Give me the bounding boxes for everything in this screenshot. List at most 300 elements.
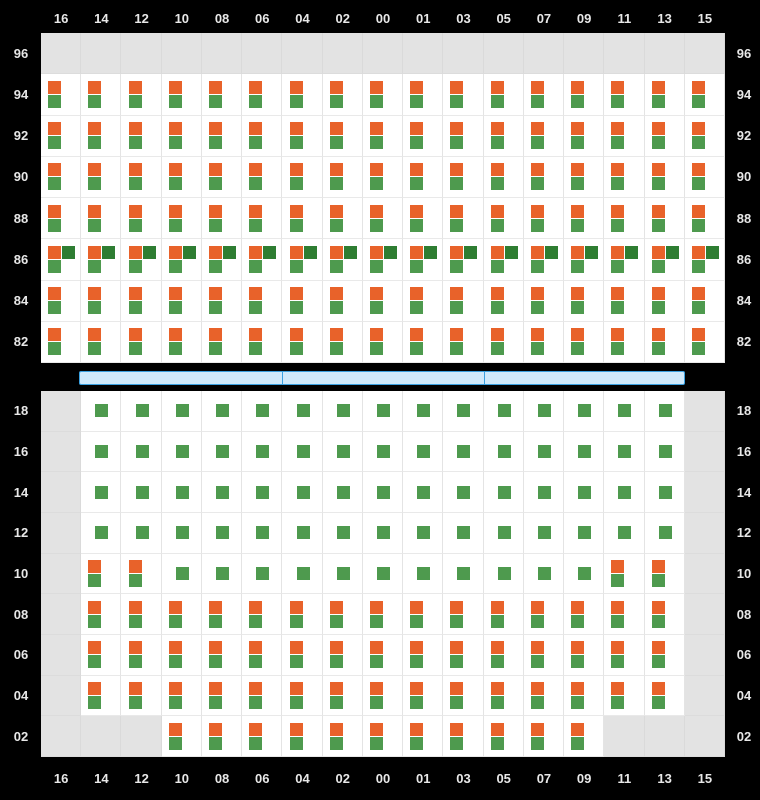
grid-cell[interactable] <box>524 157 564 198</box>
lower-grid[interactable] <box>41 391 725 757</box>
marker-orange[interactable] <box>611 601 624 614</box>
marker-green[interactable] <box>297 404 310 417</box>
marker-orange[interactable] <box>330 287 343 300</box>
marker-orange[interactable] <box>48 287 61 300</box>
grid-cell[interactable] <box>121 157 161 198</box>
marker-orange[interactable] <box>330 81 343 94</box>
grid-cell[interactable] <box>524 594 564 635</box>
grid-cell[interactable] <box>323 322 363 363</box>
marker-green[interactable] <box>48 136 61 149</box>
marker-green[interactable] <box>48 177 61 190</box>
marker-orange[interactable] <box>491 205 504 218</box>
marker-green[interactable] <box>169 615 182 628</box>
marker-green[interactable] <box>531 342 544 355</box>
grid-cell[interactable] <box>403 116 443 157</box>
grid-cell[interactable] <box>564 322 604 363</box>
grid-cell[interactable] <box>443 322 483 363</box>
marker-orange[interactable] <box>290 163 303 176</box>
marker-orange[interactable] <box>652 205 665 218</box>
marker-orange[interactable] <box>692 205 705 218</box>
grid-cell[interactable] <box>564 594 604 635</box>
marker-green[interactable] <box>88 696 101 709</box>
marker-green[interactable] <box>95 445 108 458</box>
grid-cell[interactable] <box>524 239 564 280</box>
grid-cell[interactable] <box>443 198 483 239</box>
grid-cell[interactable] <box>484 472 524 513</box>
marker-green[interactable] <box>330 655 343 668</box>
marker-orange[interactable] <box>571 287 584 300</box>
grid-cell[interactable] <box>443 635 483 676</box>
marker-green[interactable] <box>377 567 390 580</box>
marker-green[interactable] <box>498 404 511 417</box>
marker-green[interactable] <box>88 574 101 587</box>
grid-cell[interactable] <box>564 198 604 239</box>
marker-orange[interactable] <box>48 81 61 94</box>
grid-cell[interactable] <box>363 391 403 432</box>
marker-green[interactable] <box>692 219 705 232</box>
marker-orange[interactable] <box>491 682 504 695</box>
marker-green[interactable] <box>330 95 343 108</box>
marker-orange[interactable] <box>169 723 182 736</box>
marker-orange[interactable] <box>531 81 544 94</box>
grid-cell[interactable] <box>564 513 604 554</box>
marker-orange[interactable] <box>370 723 383 736</box>
marker-orange[interactable] <box>652 81 665 94</box>
marker-orange[interactable] <box>88 287 101 300</box>
marker-green[interactable] <box>337 404 350 417</box>
marker-green[interactable] <box>330 260 343 273</box>
marker-orange[interactable] <box>531 205 544 218</box>
marker-green[interactable] <box>129 177 142 190</box>
marker-green[interactable] <box>498 567 511 580</box>
marker-green[interactable] <box>297 486 310 499</box>
marker-green[interactable] <box>209 696 222 709</box>
marker-green[interactable] <box>652 219 665 232</box>
grid-cell[interactable] <box>162 716 202 757</box>
grid-cell[interactable] <box>121 74 161 115</box>
grid-cell[interactable] <box>403 432 443 473</box>
grid-cell[interactable] <box>81 472 121 513</box>
marker-green[interactable] <box>169 301 182 314</box>
marker-green[interactable] <box>216 445 229 458</box>
marker-orange[interactable] <box>370 81 383 94</box>
grid-cell[interactable] <box>443 239 483 280</box>
marker-green[interactable] <box>571 260 584 273</box>
marker-green[interactable] <box>531 696 544 709</box>
marker-orange[interactable] <box>410 641 423 654</box>
grid-cell[interactable] <box>202 716 242 757</box>
marker-green[interactable] <box>169 342 182 355</box>
marker-orange[interactable] <box>209 205 222 218</box>
marker-green[interactable] <box>48 301 61 314</box>
marker-green[interactable] <box>571 177 584 190</box>
marker-green[interactable] <box>249 177 262 190</box>
grid-cell[interactable] <box>484 716 524 757</box>
marker-green[interactable] <box>659 445 672 458</box>
grid-cell[interactable] <box>121 116 161 157</box>
marker-orange[interactable] <box>692 163 705 176</box>
marker-green[interactable] <box>611 574 624 587</box>
marker-green[interactable] <box>297 567 310 580</box>
marker-green[interactable] <box>290 136 303 149</box>
marker-orange[interactable] <box>129 682 142 695</box>
marker-orange[interactable] <box>652 682 665 695</box>
grid-cell[interactable] <box>524 322 564 363</box>
marker-orange[interactable] <box>370 328 383 341</box>
grid-cell[interactable] <box>564 716 604 757</box>
marker-green[interactable] <box>618 404 631 417</box>
marker-green[interactable] <box>571 342 584 355</box>
marker-orange[interactable] <box>410 205 423 218</box>
marker-green[interactable] <box>652 136 665 149</box>
marker-green[interactable] <box>377 526 390 539</box>
marker-dark-green[interactable] <box>183 246 196 259</box>
marker-dark-green[interactable] <box>505 246 518 259</box>
grid-cell[interactable] <box>323 716 363 757</box>
grid-cell[interactable] <box>524 74 564 115</box>
marker-orange[interactable] <box>450 163 463 176</box>
grid-cell[interactable] <box>363 239 403 280</box>
grid-cell[interactable] <box>242 322 282 363</box>
marker-green[interactable] <box>88 655 101 668</box>
marker-green[interactable] <box>330 136 343 149</box>
marker-green[interactable] <box>692 177 705 190</box>
marker-green[interactable] <box>48 342 61 355</box>
marker-orange[interactable] <box>692 287 705 300</box>
grid-cell[interactable] <box>202 676 242 717</box>
marker-dark-green[interactable] <box>143 246 156 259</box>
marker-orange[interactable] <box>450 328 463 341</box>
grid-cell[interactable] <box>564 74 604 115</box>
grid-cell[interactable] <box>524 554 564 595</box>
grid-cell[interactable] <box>121 472 161 513</box>
grid-cell[interactable] <box>81 554 121 595</box>
grid-cell[interactable] <box>282 594 322 635</box>
grid-cell[interactable] <box>121 239 161 280</box>
marker-green[interactable] <box>652 615 665 628</box>
grid-cell[interactable] <box>162 322 202 363</box>
grid-cell[interactable] <box>484 594 524 635</box>
marker-green[interactable] <box>249 615 262 628</box>
marker-orange[interactable] <box>571 723 584 736</box>
marker-green[interactable] <box>48 260 61 273</box>
marker-orange[interactable] <box>491 246 504 259</box>
marker-green[interactable] <box>290 177 303 190</box>
marker-green[interactable] <box>370 737 383 750</box>
marker-green[interactable] <box>129 342 142 355</box>
marker-dark-green[interactable] <box>102 246 115 259</box>
marker-green[interactable] <box>491 219 504 232</box>
marker-green[interactable] <box>176 526 189 539</box>
marker-green[interactable] <box>290 737 303 750</box>
marker-green[interactable] <box>498 526 511 539</box>
marker-green[interactable] <box>370 95 383 108</box>
marker-green[interactable] <box>652 342 665 355</box>
marker-green[interactable] <box>95 526 108 539</box>
grid-cell[interactable] <box>323 472 363 513</box>
marker-green[interactable] <box>169 177 182 190</box>
grid-cell[interactable] <box>363 281 403 322</box>
grid-cell[interactable] <box>604 432 644 473</box>
grid-cell[interactable] <box>282 513 322 554</box>
marker-green[interactable] <box>531 301 544 314</box>
grid-cell[interactable] <box>202 391 242 432</box>
marker-green[interactable] <box>169 95 182 108</box>
marker-green[interactable] <box>491 615 504 628</box>
grid-cell[interactable] <box>564 554 604 595</box>
grid-cell[interactable] <box>484 554 524 595</box>
grid-cell[interactable] <box>604 239 644 280</box>
marker-green[interactable] <box>256 567 269 580</box>
marker-green[interactable] <box>611 655 624 668</box>
marker-orange[interactable] <box>370 682 383 695</box>
marker-green[interactable] <box>450 136 463 149</box>
grid-cell[interactable] <box>484 676 524 717</box>
marker-green[interactable] <box>330 177 343 190</box>
marker-orange[interactable] <box>290 81 303 94</box>
marker-dark-green[interactable] <box>666 246 679 259</box>
grid-cell[interactable] <box>645 594 685 635</box>
grid-cell[interactable] <box>242 74 282 115</box>
marker-green[interactable] <box>450 737 463 750</box>
grid-cell[interactable] <box>121 513 161 554</box>
grid-cell[interactable] <box>524 198 564 239</box>
marker-orange[interactable] <box>692 81 705 94</box>
marker-orange[interactable] <box>491 723 504 736</box>
grid-cell[interactable] <box>323 554 363 595</box>
grid-cell[interactable] <box>484 239 524 280</box>
grid-cell[interactable] <box>685 322 725 363</box>
grid-cell[interactable] <box>323 391 363 432</box>
grid-cell[interactable] <box>443 391 483 432</box>
grid-cell[interactable] <box>564 635 604 676</box>
marker-green[interactable] <box>450 301 463 314</box>
grid-cell[interactable] <box>162 281 202 322</box>
marker-dark-green[interactable] <box>625 246 638 259</box>
marker-orange[interactable] <box>531 723 544 736</box>
grid-cell[interactable] <box>282 322 322 363</box>
marker-orange[interactable] <box>571 328 584 341</box>
marker-green[interactable] <box>330 301 343 314</box>
marker-orange[interactable] <box>209 328 222 341</box>
marker-orange[interactable] <box>290 328 303 341</box>
marker-green[interactable] <box>129 301 142 314</box>
grid-cell[interactable] <box>282 239 322 280</box>
marker-orange[interactable] <box>450 641 463 654</box>
marker-orange[interactable] <box>370 163 383 176</box>
grid-cell[interactable] <box>484 322 524 363</box>
grid-cell[interactable] <box>403 281 443 322</box>
grid-cell[interactable] <box>282 281 322 322</box>
marker-green[interactable] <box>256 404 269 417</box>
grid-cell[interactable] <box>121 554 161 595</box>
marker-orange[interactable] <box>652 560 665 573</box>
marker-green[interactable] <box>659 486 672 499</box>
marker-green[interactable] <box>249 95 262 108</box>
marker-green[interactable] <box>169 260 182 273</box>
grid-cell[interactable] <box>363 198 403 239</box>
grid-cell[interactable] <box>81 281 121 322</box>
marker-green[interactable] <box>169 136 182 149</box>
grid-cell[interactable] <box>604 198 644 239</box>
grid-cell[interactable] <box>323 635 363 676</box>
grid-cell[interactable] <box>81 635 121 676</box>
marker-green[interactable] <box>410 615 423 628</box>
marker-orange[interactable] <box>410 246 423 259</box>
grid-cell[interactable] <box>81 513 121 554</box>
marker-green[interactable] <box>370 655 383 668</box>
marker-orange[interactable] <box>410 81 423 94</box>
marker-green[interactable] <box>491 655 504 668</box>
grid-cell[interactable] <box>323 198 363 239</box>
marker-orange[interactable] <box>531 641 544 654</box>
marker-orange[interactable] <box>88 682 101 695</box>
grid-cell[interactable] <box>443 716 483 757</box>
marker-green[interactable] <box>370 260 383 273</box>
marker-orange[interactable] <box>169 205 182 218</box>
marker-green[interactable] <box>538 445 551 458</box>
marker-green[interactable] <box>330 696 343 709</box>
marker-green[interactable] <box>370 696 383 709</box>
grid-cell[interactable] <box>282 198 322 239</box>
marker-orange[interactable] <box>330 246 343 259</box>
grid-cell[interactable] <box>685 116 725 157</box>
marker-orange[interactable] <box>611 163 624 176</box>
grid-cell[interactable] <box>282 716 322 757</box>
marker-orange[interactable] <box>209 246 222 259</box>
marker-green[interactable] <box>659 404 672 417</box>
marker-orange[interactable] <box>169 122 182 135</box>
grid-cell[interactable] <box>162 391 202 432</box>
grid-cell[interactable] <box>202 281 242 322</box>
marker-orange[interactable] <box>571 122 584 135</box>
grid-cell[interactable] <box>685 74 725 115</box>
marker-orange[interactable] <box>450 122 463 135</box>
marker-green[interactable] <box>330 737 343 750</box>
grid-cell[interactable] <box>403 716 443 757</box>
grid-cell[interactable] <box>645 116 685 157</box>
marker-orange[interactable] <box>48 122 61 135</box>
marker-green[interactable] <box>652 655 665 668</box>
marker-orange[interactable] <box>611 205 624 218</box>
grid-cell[interactable] <box>564 676 604 717</box>
grid-cell[interactable] <box>645 322 685 363</box>
marker-green[interactable] <box>611 136 624 149</box>
marker-green[interactable] <box>652 696 665 709</box>
marker-orange[interactable] <box>290 287 303 300</box>
grid-cell[interactable] <box>564 432 604 473</box>
grid-cell[interactable] <box>363 116 403 157</box>
grid-cell[interactable] <box>202 635 242 676</box>
marker-green[interactable] <box>337 486 350 499</box>
marker-green[interactable] <box>216 567 229 580</box>
marker-green[interactable] <box>169 737 182 750</box>
marker-green[interactable] <box>249 260 262 273</box>
marker-dark-green[interactable] <box>384 246 397 259</box>
marker-green[interactable] <box>129 95 142 108</box>
grid-cell[interactable] <box>121 594 161 635</box>
marker-green[interactable] <box>578 486 591 499</box>
grid-cell[interactable] <box>403 157 443 198</box>
marker-green[interactable] <box>129 655 142 668</box>
grid-cell[interactable] <box>202 239 242 280</box>
grid-cell[interactable] <box>363 472 403 513</box>
marker-orange[interactable] <box>169 81 182 94</box>
marker-orange[interactable] <box>249 163 262 176</box>
marker-green[interactable] <box>209 301 222 314</box>
marker-green[interactable] <box>216 486 229 499</box>
marker-orange[interactable] <box>169 246 182 259</box>
grid-cell[interactable] <box>685 239 725 280</box>
grid-cell[interactable] <box>484 635 524 676</box>
marker-green[interactable] <box>370 136 383 149</box>
marker-orange[interactable] <box>611 682 624 695</box>
marker-green[interactable] <box>611 260 624 273</box>
grid-cell[interactable] <box>443 594 483 635</box>
grid-cell[interactable] <box>81 594 121 635</box>
marker-green[interactable] <box>136 445 149 458</box>
grid-cell[interactable] <box>162 554 202 595</box>
marker-green[interactable] <box>578 567 591 580</box>
marker-orange[interactable] <box>88 601 101 614</box>
grid-cell[interactable] <box>202 198 242 239</box>
marker-dark-green[interactable] <box>424 246 437 259</box>
grid-cell[interactable] <box>323 74 363 115</box>
grid-cell[interactable] <box>242 198 282 239</box>
marker-green[interactable] <box>417 567 430 580</box>
grid-cell[interactable] <box>162 432 202 473</box>
marker-orange[interactable] <box>611 328 624 341</box>
grid-cell[interactable] <box>282 472 322 513</box>
marker-green[interactable] <box>571 95 584 108</box>
grid-cell[interactable] <box>242 391 282 432</box>
marker-green[interactable] <box>337 567 350 580</box>
marker-green[interactable] <box>88 95 101 108</box>
grid-cell[interactable] <box>81 676 121 717</box>
marker-orange[interactable] <box>692 328 705 341</box>
grid-cell[interactable] <box>81 432 121 473</box>
grid-cell[interactable] <box>403 239 443 280</box>
marker-green[interactable] <box>692 301 705 314</box>
grid-cell[interactable] <box>685 281 725 322</box>
marker-dark-green[interactable] <box>263 246 276 259</box>
marker-green[interactable] <box>370 342 383 355</box>
marker-orange[interactable] <box>491 81 504 94</box>
marker-orange[interactable] <box>450 287 463 300</box>
grid-cell[interactable] <box>81 391 121 432</box>
grid-cell[interactable] <box>363 676 403 717</box>
marker-dark-green[interactable] <box>223 246 236 259</box>
marker-orange[interactable] <box>129 560 142 573</box>
grid-cell[interactable] <box>443 513 483 554</box>
marker-green[interactable] <box>129 136 142 149</box>
marker-green[interactable] <box>337 526 350 539</box>
marker-orange[interactable] <box>450 601 463 614</box>
marker-orange[interactable] <box>290 122 303 135</box>
marker-green[interactable] <box>377 445 390 458</box>
marker-green[interactable] <box>290 301 303 314</box>
marker-green[interactable] <box>450 95 463 108</box>
grid-cell[interactable] <box>645 198 685 239</box>
marker-green[interactable] <box>129 574 142 587</box>
marker-green[interactable] <box>618 445 631 458</box>
marker-green[interactable] <box>410 696 423 709</box>
marker-green[interactable] <box>249 342 262 355</box>
grid-cell[interactable] <box>484 157 524 198</box>
grid-cell[interactable] <box>363 554 403 595</box>
grid-cell[interactable] <box>282 635 322 676</box>
grid-cell[interactable] <box>162 239 202 280</box>
